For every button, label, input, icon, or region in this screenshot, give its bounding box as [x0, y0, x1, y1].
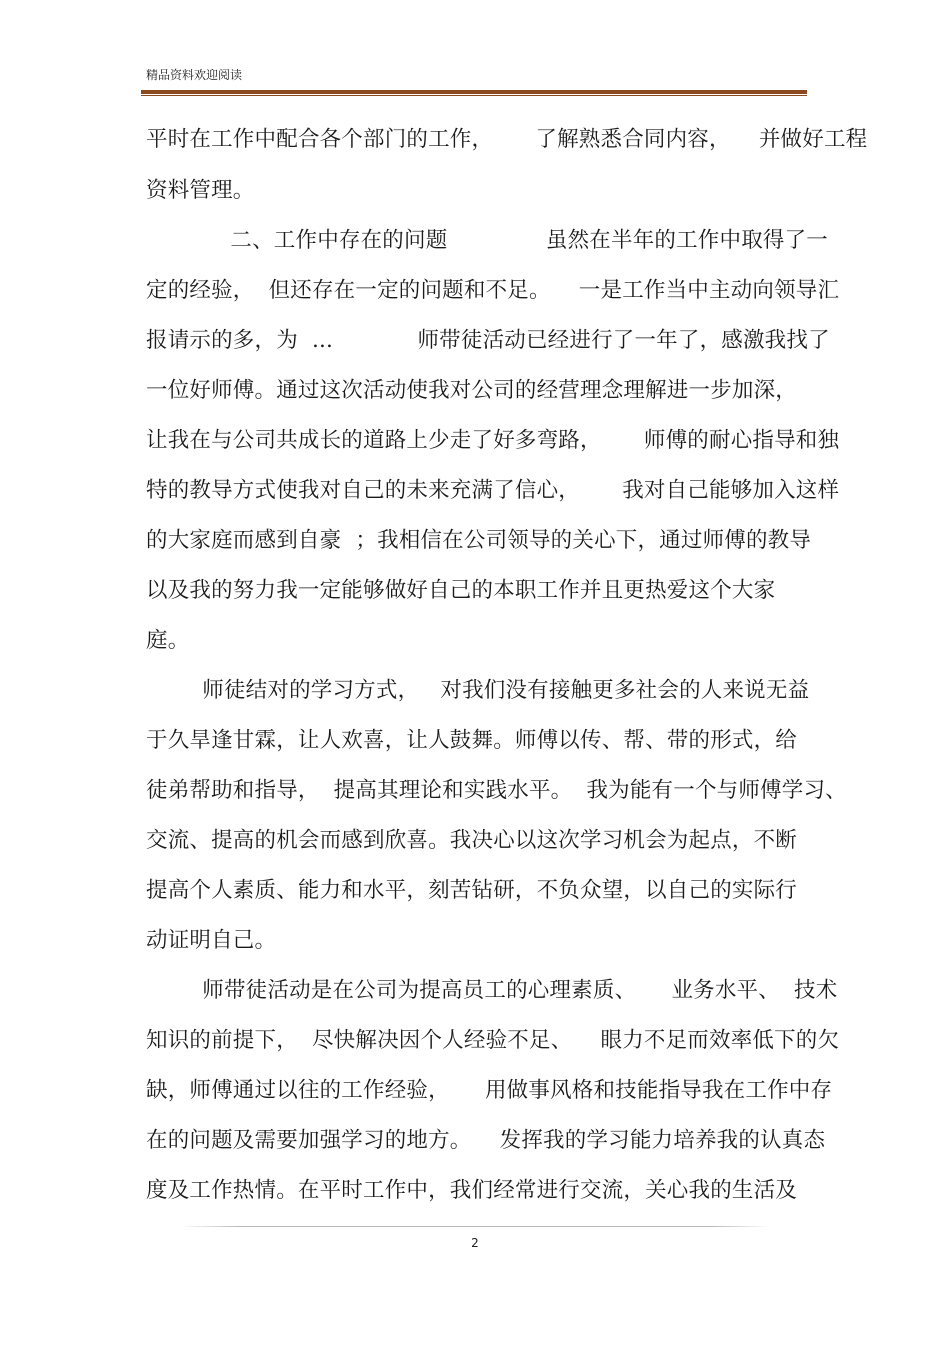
body-line: 师带徒活动是在公司为提高员工的心理素质、 业务水平、 技术 — [146, 978, 838, 1003]
body-line: 定的经验， 但还存在一定的问题和不足。 一是工作当中主动向领导汇 — [146, 278, 840, 303]
body-line: 在的问题及需要加强学习的地方。 发挥我的学习能力培养我的认真态 — [146, 1128, 826, 1153]
body-line: 的大家庭而感到自豪 ；我相信在公司领导的关心下，通过师傅的教导 — [146, 528, 812, 553]
body-line: 知识的前提下， 尽快解决因个人经验不足、 眼力不足而效率低下的欠 — [146, 1028, 840, 1053]
body-line: 平时在工作中配合各个部门的工作， 了解熟悉合同内容， 并做好工程 — [146, 127, 868, 152]
body-line: 庭。 — [146, 628, 190, 653]
body-line: 特的教导方式使我对自己的未来充满了信心， 我对自己能够加入这样 — [146, 478, 840, 503]
body-line: 提高个人素质、能力和水平，刻苦钻研，不负众望，以自己的实际行 — [146, 878, 798, 903]
header-rule-thin — [141, 95, 807, 96]
header-rule-thick — [141, 90, 807, 94]
body-line: 让我在与公司共成长的道路上少走了好多弯路， 师傅的耐心指导和独 — [146, 428, 840, 453]
body-line: 一位好师傅。通过这次活动使我对公司的经营理念理解进一步加深， — [146, 378, 798, 403]
body-line: 于久旱逢甘霖，让人欢喜，让人鼓舞。师傅以传、帮、带的形式，给 — [146, 728, 798, 753]
body-line: 缺，师傅通过以往的工作经验， 用做事风格和技能指导我在工作中存 — [146, 1078, 833, 1103]
body-line: 以及我的努力我一定能够做好自己的本职工作并且更热爱这个大家 — [146, 578, 776, 603]
page-number: 2 — [471, 1236, 479, 1250]
body-line: 度及工作热情。在平时工作中，我们经常进行交流，关心我的生活及 — [146, 1178, 798, 1203]
body-line: 师徒结对的学习方式， 对我们没有接触更多社会的人来说无益 — [146, 678, 810, 703]
body-line: 徒弟帮助和指导， 提高其理论和实践水平。 我为能有一个与师傅学习、 — [146, 778, 847, 803]
header-title: 精品资料欢迎阅读 — [146, 68, 243, 82]
footer-rule — [180, 1226, 770, 1227]
body-line: 报请示的多，为 ... 师带徒活动已经进行了一年了，感激我找了 — [146, 328, 830, 353]
body-line: 二、工作中存在的问题 虽然在半年的工作中取得了一 — [146, 228, 828, 253]
body-line: 资料管理。 — [146, 178, 255, 203]
body-line: 动证明自己。 — [146, 928, 277, 953]
body-line: 交流、提高的机会而感到欣喜。我决心以这次学习机会为起点，不断 — [146, 828, 798, 853]
